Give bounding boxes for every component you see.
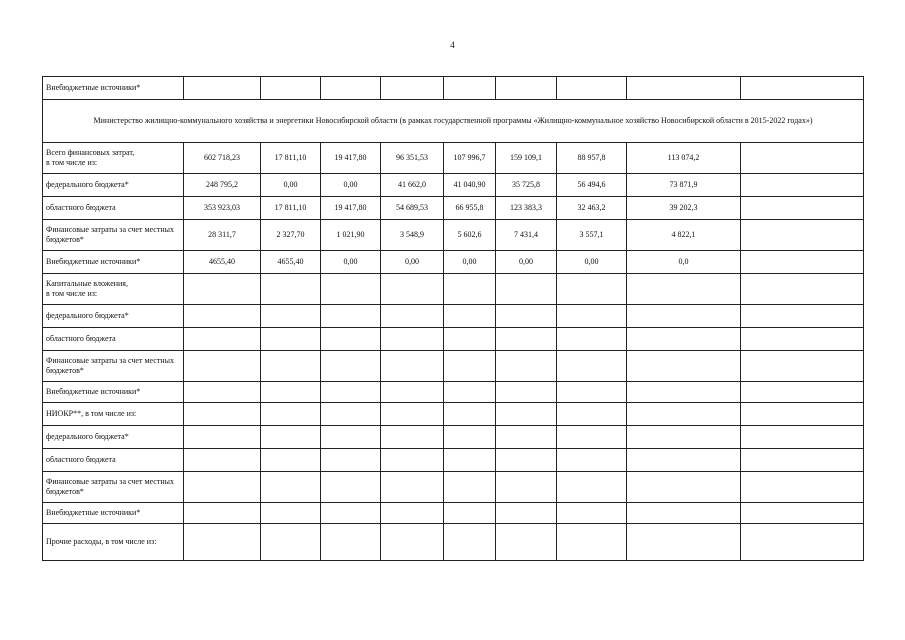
table-cell: [557, 305, 627, 328]
row-label: областного бюджета: [43, 197, 184, 220]
table-cell: 19 417,80: [321, 143, 381, 174]
table-cell: [557, 524, 627, 561]
table-cell: [444, 382, 496, 403]
table-row: [43, 305, 864, 328]
table-cell: [184, 382, 261, 403]
ministry-header-row: [43, 100, 864, 143]
table-cell: [627, 351, 741, 382]
table-cell: [184, 449, 261, 472]
table-cell: [496, 77, 557, 100]
table-row: [43, 197, 864, 220]
table-cell: [184, 305, 261, 328]
table-cell: [444, 351, 496, 382]
table-row: [43, 251, 864, 274]
table-cell: [321, 305, 381, 328]
table-cell: [444, 77, 496, 100]
table-cell: [741, 197, 864, 220]
table-cell: 0,0: [627, 251, 741, 274]
table-cell: [381, 351, 444, 382]
table-cell: [184, 77, 261, 100]
table-cell: [557, 274, 627, 305]
table-cell: 602 718,23: [184, 143, 261, 174]
table-cell: 0,00: [261, 174, 321, 197]
table-cell: [741, 143, 864, 174]
table-cell: [557, 472, 627, 503]
table-cell: 123 383,3: [496, 197, 557, 220]
table-cell: [321, 524, 381, 561]
table-cell: [381, 403, 444, 426]
table-cell: [261, 305, 321, 328]
table-cell: [261, 77, 321, 100]
table-cell: [627, 426, 741, 449]
row-label: Внебюджетные источники*: [43, 77, 184, 100]
table-row: [43, 328, 864, 351]
row-label: Финансовые затраты за счет местных бюджетов*: [43, 220, 184, 251]
table-cell: [741, 77, 864, 100]
table-cell: 66 955,8: [444, 197, 496, 220]
table-cell: 7 431,4: [496, 220, 557, 251]
table-cell: [496, 403, 557, 426]
row-label: НИОКР**, в том числе из:: [43, 403, 184, 426]
table-cell: [557, 351, 627, 382]
table-cell: [444, 524, 496, 561]
table-cell: [261, 328, 321, 351]
table-row: [43, 403, 864, 426]
table-cell: [557, 328, 627, 351]
table-cell: 35 725,8: [496, 174, 557, 197]
table-cell: [741, 274, 864, 305]
table-cell: [444, 403, 496, 426]
table-cell: [184, 524, 261, 561]
table-cell: [381, 382, 444, 403]
row-label: Внебюджетные источники*: [43, 503, 184, 524]
row-label: областного бюджета: [43, 449, 184, 472]
table-cell: [261, 524, 321, 561]
table-cell: [261, 382, 321, 403]
table-cell: [741, 503, 864, 524]
row-label: Финансовые затраты за счет местных бюджетов*: [43, 351, 184, 382]
table-cell: [381, 449, 444, 472]
table-cell: [184, 351, 261, 382]
table-cell: [496, 472, 557, 503]
table-row: [43, 524, 864, 561]
table-cell: [381, 77, 444, 100]
table-cell: 54 689,53: [381, 197, 444, 220]
table-cell: [557, 449, 627, 472]
table-cell: [381, 328, 444, 351]
table-cell: 28 311,7: [184, 220, 261, 251]
table-cell: [627, 472, 741, 503]
table-cell: [627, 328, 741, 351]
table-cell: [381, 305, 444, 328]
table-cell: [627, 503, 741, 524]
table-cell: 73 871,9: [627, 174, 741, 197]
table-cell: 0,00: [321, 174, 381, 197]
table-cell: 4655,40: [261, 251, 321, 274]
table-cell: [496, 382, 557, 403]
table-cell: 39 202,3: [627, 197, 741, 220]
table-cell: [184, 503, 261, 524]
table-cell: [444, 472, 496, 503]
table-cell: [321, 472, 381, 503]
table-cell: 248 795,2: [184, 174, 261, 197]
table-row: [43, 449, 864, 472]
table-cell: [741, 382, 864, 403]
table-row: [43, 426, 864, 449]
row-label: Прочие расходы, в том числе из:: [43, 524, 184, 561]
table-cell: 4 822,1: [627, 220, 741, 251]
table-cell: [496, 449, 557, 472]
table-cell: [261, 449, 321, 472]
table-row: [43, 351, 864, 382]
row-label: федерального бюджета*: [43, 305, 184, 328]
table-cell: [627, 524, 741, 561]
table-cell: 113 074,2: [627, 143, 741, 174]
table-cell: 1 021,90: [321, 220, 381, 251]
table-cell: [321, 449, 381, 472]
row-label: областного бюджета: [43, 328, 184, 351]
table-cell: [381, 472, 444, 503]
table-cell: [496, 274, 557, 305]
table-row: [43, 143, 864, 174]
table-cell: [321, 403, 381, 426]
row-label: Всего финансовых затрат, в том числе из:: [43, 143, 184, 174]
table-cell: 96 351,53: [381, 143, 444, 174]
table-cell: [627, 382, 741, 403]
table-cell: 32 463,2: [557, 197, 627, 220]
table-cell: [741, 220, 864, 251]
table-cell: 2 327,70: [261, 220, 321, 251]
table-cell: [557, 77, 627, 100]
table-cell: [321, 77, 381, 100]
table-row: [43, 274, 864, 305]
table-cell: [557, 382, 627, 403]
table-cell: [496, 426, 557, 449]
table-cell: [444, 305, 496, 328]
table-cell: [321, 503, 381, 524]
table-row: [43, 503, 864, 524]
ministry-header: Министерство жилищно-коммунального хозяйства и энергетики Новосибирской области (в рамках государственной программы «Жилищно-коммунальное хозяйство Новосибирской области в 2015-2022 годах»): [43, 100, 864, 143]
table-cell: [184, 328, 261, 351]
table-cell: 41 040,90: [444, 174, 496, 197]
table-cell: [261, 274, 321, 305]
table-cell: [261, 426, 321, 449]
row-label: Внебюджетные источники*: [43, 382, 184, 403]
row-label: федерального бюджета*: [43, 174, 184, 197]
table-cell: 41 662,0: [381, 174, 444, 197]
table-cell: [321, 351, 381, 382]
table-cell: 0,00: [496, 251, 557, 274]
table-row: [43, 382, 864, 403]
table-cell: [321, 426, 381, 449]
financing-table: [42, 76, 864, 561]
table-cell: [261, 403, 321, 426]
table-cell: [184, 472, 261, 503]
table-cell: [444, 449, 496, 472]
table-cell: [741, 449, 864, 472]
row-label: федерального бюджета*: [43, 426, 184, 449]
table-cell: 56 494,6: [557, 174, 627, 197]
table-cell: 17 811,10: [261, 197, 321, 220]
table-cell: 0,00: [557, 251, 627, 274]
table-row: [43, 77, 864, 100]
page-number: 4: [450, 40, 455, 50]
table-cell: 107 996,7: [444, 143, 496, 174]
table-cell: [627, 449, 741, 472]
table-cell: 19 417,80: [321, 197, 381, 220]
table-row: [43, 220, 864, 251]
table-cell: [261, 351, 321, 382]
table-cell: [496, 351, 557, 382]
table-cell: [741, 174, 864, 197]
row-label: Капитальные вложения, в том числе из:: [43, 274, 184, 305]
table-cell: [557, 503, 627, 524]
table-cell: [321, 328, 381, 351]
table-cell: [741, 251, 864, 274]
table-cell: [741, 351, 864, 382]
table-cell: [741, 472, 864, 503]
table-cell: [741, 524, 864, 561]
table-cell: [184, 403, 261, 426]
table-cell: [381, 426, 444, 449]
row-label: Внебюджетные источники*: [43, 251, 184, 274]
table-cell: [321, 382, 381, 403]
table-cell: [444, 328, 496, 351]
table-cell: 17 811,10: [261, 143, 321, 174]
table-cell: [444, 426, 496, 449]
table-cell: [741, 328, 864, 351]
table-cell: [741, 305, 864, 328]
table-row: [43, 472, 864, 503]
table-row: [43, 174, 864, 197]
table-cell: 159 109,1: [496, 143, 557, 174]
table-cell: [261, 503, 321, 524]
table-cell: [627, 403, 741, 426]
table-cell: [321, 274, 381, 305]
table-cell: 3 548,9: [381, 220, 444, 251]
table-cell: [741, 403, 864, 426]
table-cell: [496, 524, 557, 561]
table-cell: 5 602,6: [444, 220, 496, 251]
table-cell: [557, 403, 627, 426]
table-cell: [496, 503, 557, 524]
table-cell: [496, 328, 557, 351]
row-label: Финансовые затраты за счет местных бюджетов*: [43, 472, 184, 503]
table-cell: [381, 524, 444, 561]
table-cell: 4655,40: [184, 251, 261, 274]
table-cell: [444, 274, 496, 305]
table-cell: [627, 77, 741, 100]
table-cell: 88 957,8: [557, 143, 627, 174]
table-cell: [627, 305, 741, 328]
table-cell: [557, 426, 627, 449]
table-cell: [184, 274, 261, 305]
table-cell: [381, 503, 444, 524]
table-cell: 353 923,03: [184, 197, 261, 220]
table-cell: [261, 472, 321, 503]
table-cell: 3 557,1: [557, 220, 627, 251]
table-cell: [627, 274, 741, 305]
table-cell: [381, 274, 444, 305]
table-cell: [184, 426, 261, 449]
table-cell: 0,00: [444, 251, 496, 274]
table-cell: [496, 305, 557, 328]
table-cell: [444, 503, 496, 524]
table-cell: 0,00: [321, 251, 381, 274]
table-cell: 0,00: [381, 251, 444, 274]
table-cell: [741, 426, 864, 449]
